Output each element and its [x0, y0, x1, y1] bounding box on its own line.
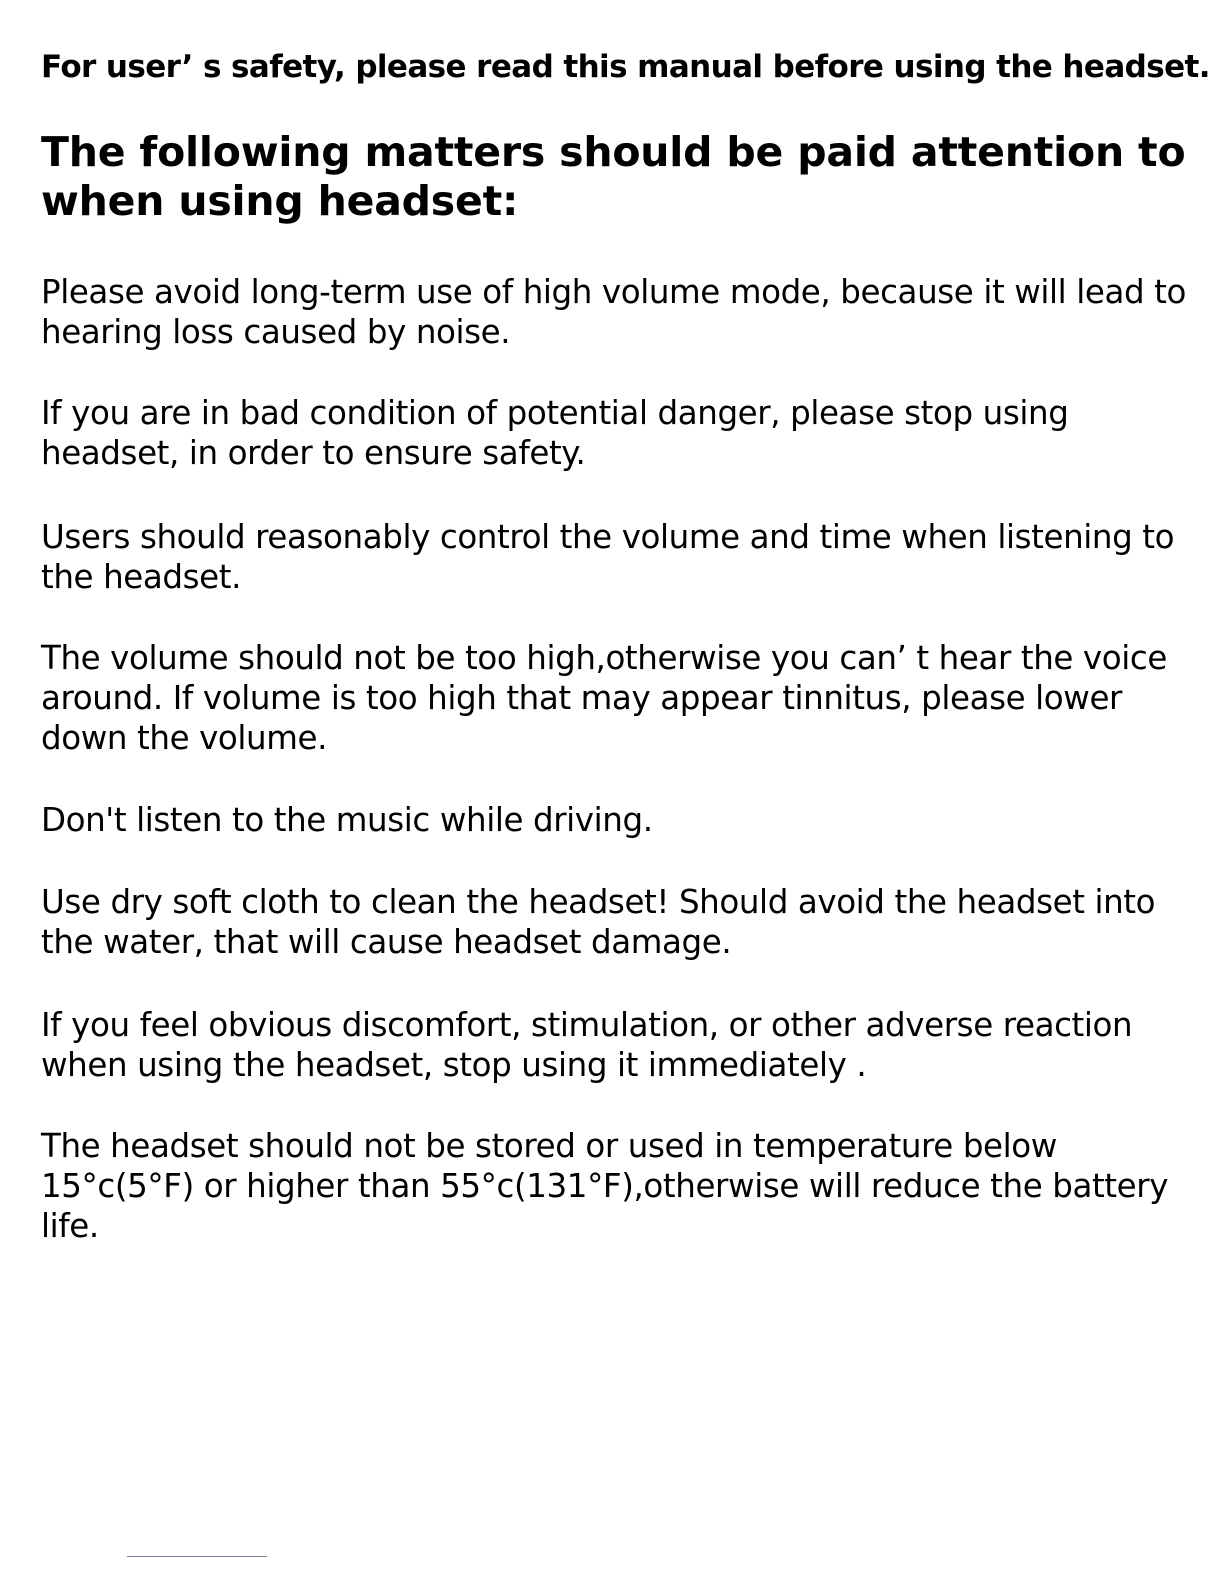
precaution-item-temperature: The headset should not be stored or used in temperature below 15°c(5°F) or higher than 55°c(131°F),otherwise will reduce the battery life.: [41, 1127, 1169, 1245]
footer-divider: [127, 1556, 267, 1557]
page-title: The following matters should be paid attention to when using headset:: [41, 128, 1186, 225]
precaution-item-discomfort: If you feel obvious discomfort, stimulation, or other adverse reaction when using the headset, stop using it immediately .: [41, 1006, 1133, 1084]
precaution-item-volume-high: The volume should not be too high,otherwise you can’ t hear the voice around. If volume is too high that may appear tinnitus, please lower down the volume.: [41, 639, 1167, 757]
precaution-item-driving: Don't listen to the music while driving.: [41, 801, 653, 839]
safety-intro: For user’ s safety, please read this manual before using the headset.: [41, 49, 1210, 85]
precaution-item-volume-mode: Please avoid long-term use of high volume mode, because it will lead to hearing loss caused by noise.: [41, 273, 1186, 351]
precaution-item-control: Users should reasonably control the volume and time when listening to the headset.: [41, 518, 1175, 596]
precaution-item-danger: If you are in bad condition of potential danger, please stop using headset, in order to ensure safety.: [41, 394, 1069, 472]
precaution-item-cleaning: Use dry soft cloth to clean the headset! Should avoid the headset into the water, that will cause headset damage.: [41, 883, 1156, 961]
